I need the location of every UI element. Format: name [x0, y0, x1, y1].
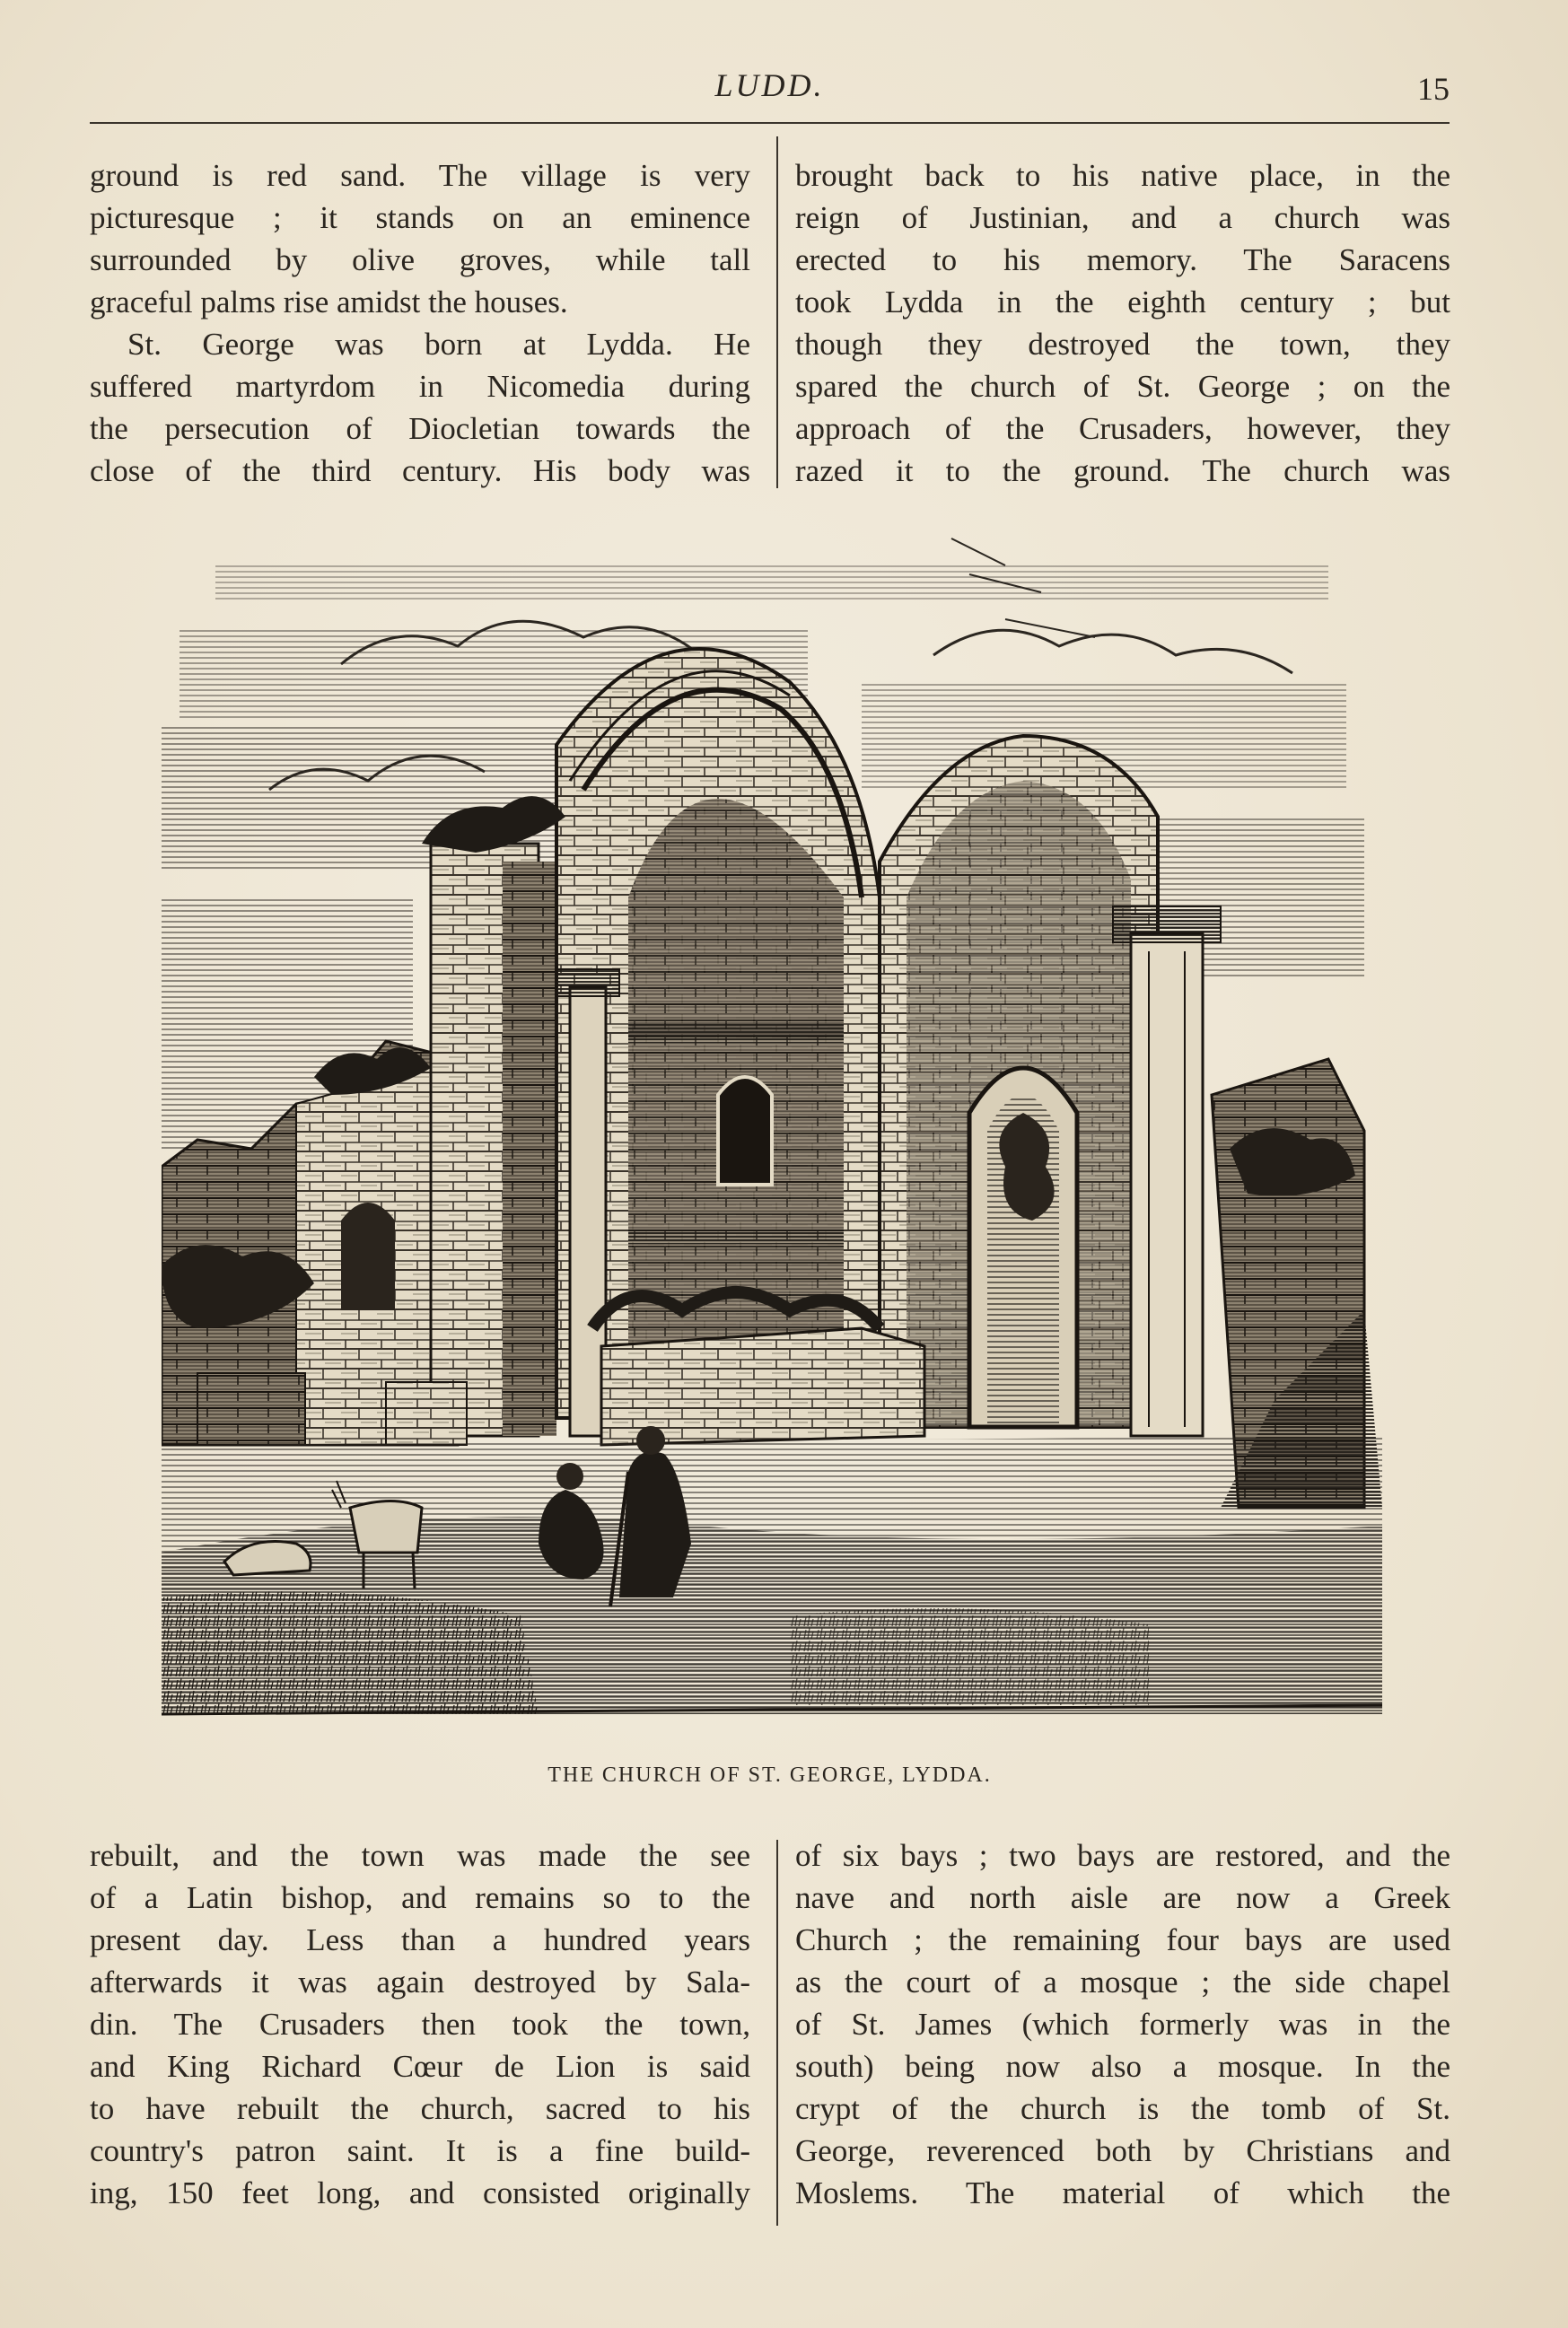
text-line: present day. Less than a hundred years: [90, 1922, 750, 1957]
text-line: as the court of a mosque ; the side chapel: [795, 1965, 1450, 2000]
text-line: though they destroyed the town, they: [795, 327, 1450, 362]
text-line: south) being now also a mosque. In the: [795, 2049, 1450, 2084]
bottom-left-column: [90, 1834, 750, 2214]
text-line: din. The Crusaders then took the town,: [90, 2007, 750, 2042]
text-line: St. George was born at Lydda. He: [127, 327, 750, 362]
page-number: 15: [1417, 71, 1450, 107]
bottom-right-column: [795, 1834, 1450, 2214]
figure-caption: THE CHURCH OF ST. GEORGE, LYDDA.: [547, 1764, 992, 1787]
text-line: surrounded by olive groves, while tall: [90, 242, 750, 277]
text-line: suffered martyrdom in Nicomedia during: [90, 369, 750, 404]
text-line: and King Richard Cœur de Lion is said: [90, 2049, 750, 2084]
text-line: brought back to his native place, in the: [795, 158, 1450, 193]
top-left-column: [90, 154, 750, 492]
text-line: rebuilt, and the town was made the see: [90, 1838, 750, 1873]
text-line: crypt of the church is the tomb of St.: [795, 2091, 1450, 2126]
text-line: reign of Justinian, and a church was: [795, 200, 1450, 235]
running-head: [90, 61, 1450, 115]
text-line: nave and north aisle are now a Greek: [795, 1880, 1450, 1915]
text-line: picturesque ; it stands on an eminence: [90, 200, 750, 235]
top-right-column: [795, 154, 1450, 492]
text-line: of six bays ; two bays are restored, and the: [795, 1838, 1450, 1873]
text-line: the persecution of Diocletian towards the: [90, 411, 750, 446]
running-head-title: LUDD.: [714, 67, 825, 103]
church-engraving: [162, 521, 1382, 1741]
text-line: approach of the Crusaders, however, they: [795, 411, 1450, 446]
top-column-divider: [776, 136, 778, 488]
text-line: graceful palms rise amidst the houses.: [90, 284, 568, 319]
text-line: to have rebuilt the church, sacred to his: [90, 2091, 750, 2126]
text-line: George, reverenced both by Christians and: [795, 2133, 1450, 2168]
text-line: erected to his memory. The Saracens: [795, 242, 1450, 277]
text-line: spared the church of St. George ; on the: [795, 369, 1450, 404]
text-line: razed it to the ground. The church was: [795, 453, 1450, 488]
text-line: afterwards it was again destroyed by Sala-: [90, 1965, 750, 2000]
bottom-column-divider: [776, 1840, 778, 2226]
text-line: of a Latin bishop, and remains so to the: [90, 1880, 750, 1915]
header-rule: [90, 122, 1450, 124]
text-line: Moslems. The material of which the: [795, 2175, 1450, 2210]
text-line: ground is red sand. The village is very: [90, 158, 750, 193]
text-line: of St. James (which formerly was in the: [795, 2007, 1450, 2042]
text-line: took Lydda in the eighth century ; but: [795, 284, 1450, 319]
text-line: country's patron saint. It is a fine build-: [90, 2133, 750, 2168]
text-line: ing, 150 feet long, and consisted originally: [90, 2175, 750, 2210]
text-line: close of the third century. His body was: [90, 453, 750, 488]
text-line: Church ; the remaining four bays are used: [795, 1922, 1450, 1957]
